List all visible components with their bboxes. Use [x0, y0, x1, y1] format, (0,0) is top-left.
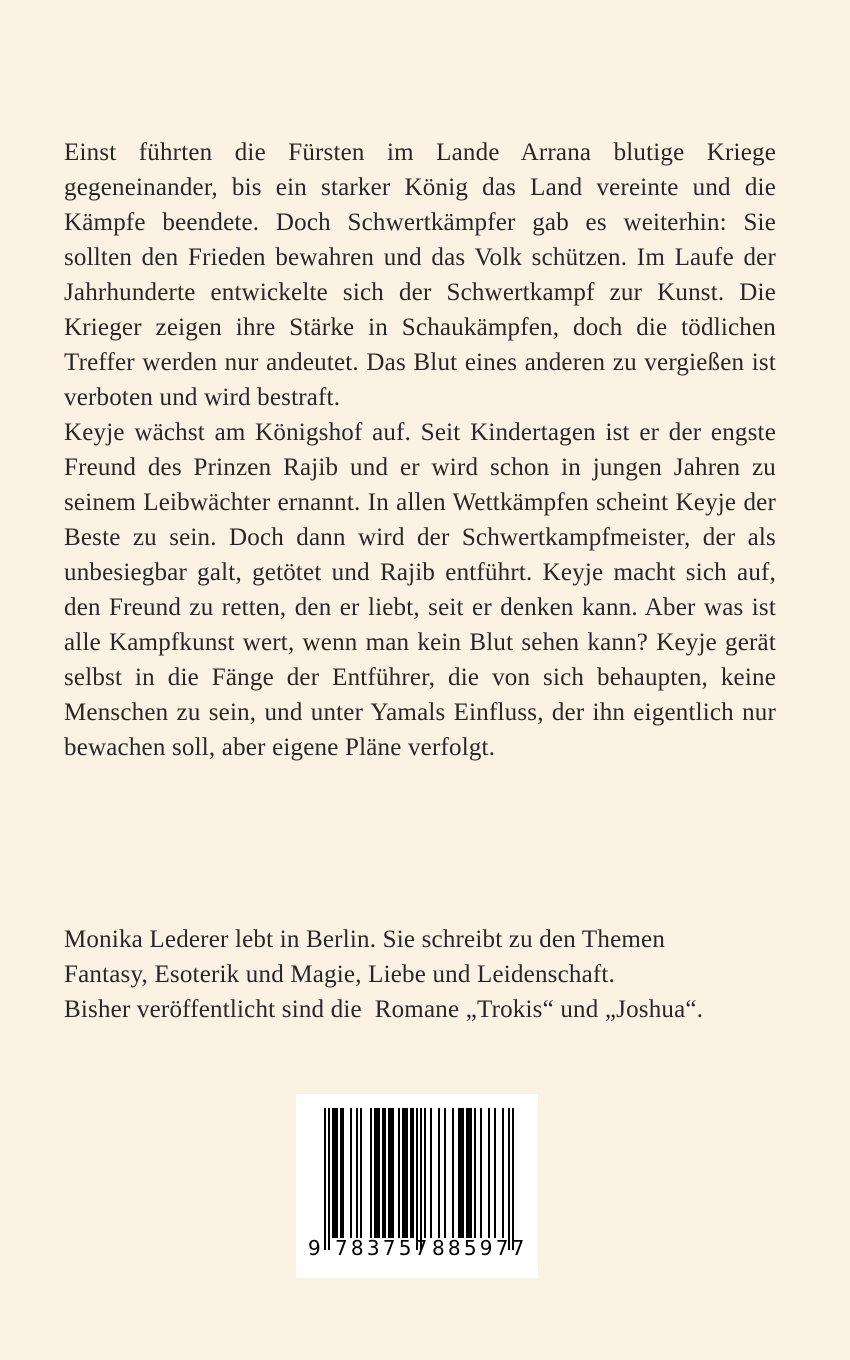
barcode-bar — [390, 1108, 392, 1238]
barcode-guard-bar — [324, 1108, 326, 1250]
barcode-bar — [360, 1108, 362, 1238]
barcode-bar — [410, 1108, 412, 1238]
barcode-bar — [466, 1108, 468, 1238]
barcode-bar — [494, 1108, 496, 1238]
barcode-bar — [424, 1108, 426, 1238]
synopsis-paragraph-1: Einst führten die Fürsten im Lande Arrana blutige Kriege gegeneinander, bis ein starker König das Land vereinte und die Kämpfe beendete. Doch Schwertkämpfer gab es weiterhin: Sie sollten den Frieden bewahren und das Volk schützen. Im Laufe der Jahrhunderte entwickelte sich der Schwertkampf zur Kunst. Die Krieger zeigen ihre Stärke in Schaukämpfen, doch die tödlichen Treffer werden nur andeutet. Das Blut eines anderen zu vergießen ist verboten und wird bestraft. — [64, 139, 776, 411]
barcode-bar — [378, 1108, 380, 1238]
barcode-bar — [406, 1108, 408, 1238]
barcode-bar — [474, 1108, 476, 1238]
isbn-number — [296, 1236, 538, 1264]
barcode-bar — [488, 1108, 490, 1238]
barcode-bar — [404, 1108, 406, 1238]
barcode-bar — [462, 1108, 464, 1238]
barcode-bar — [470, 1108, 472, 1238]
barcode-bar — [444, 1108, 446, 1238]
barcode-guard-bar — [328, 1108, 330, 1250]
barcode-bar — [342, 1108, 344, 1238]
barcode-bar — [334, 1108, 336, 1238]
barcode-bar — [458, 1108, 460, 1238]
barcode-bar — [382, 1108, 384, 1238]
barcode-bar — [398, 1108, 400, 1238]
author-bio-line-1: Monika Lederer lebt in Berlin. Sie schreibt zu den Themen — [64, 926, 666, 953]
barcode-bar — [374, 1108, 376, 1238]
barcode-bar — [388, 1108, 390, 1238]
isbn-first-digit: 9 — [308, 1236, 321, 1260]
barcode-bar — [370, 1108, 372, 1238]
barcode-guard-bar — [416, 1108, 418, 1250]
synopsis-text — [64, 135, 776, 765]
barcode-bar — [356, 1108, 358, 1238]
barcode-bar — [412, 1108, 414, 1238]
barcode-bar — [480, 1108, 482, 1238]
barcode-bar — [392, 1108, 394, 1238]
author-bio — [64, 922, 776, 1027]
barcode-bar — [502, 1108, 504, 1238]
barcode-bar — [376, 1108, 378, 1238]
barcode-bar — [384, 1108, 386, 1238]
barcode-bar — [332, 1108, 334, 1238]
isbn-left-group: 783757 — [335, 1236, 431, 1260]
author-bio-line-3: Bisher veröffentlicht sind die Romane „Trokis“ und „Joshua“. — [64, 996, 704, 1023]
barcode-bar — [340, 1108, 342, 1238]
isbn-barcode — [296, 1094, 538, 1278]
barcode-bar — [452, 1108, 454, 1238]
barcode-guard-bar — [512, 1108, 514, 1250]
barcode-bar — [430, 1108, 432, 1238]
barcode-bar — [350, 1108, 352, 1238]
barcode-bar — [336, 1108, 338, 1238]
barcode-bar — [460, 1108, 462, 1238]
barcode-bar — [438, 1108, 440, 1238]
synopsis-paragraph-2: Keyje wächst am Königshof auf. Seit Kindertagen ist er der engste Freund des Prinzen Rajib und er wird schon in jungen Jahren zu seinem Leibwächter ernannt. In allen Wettkämpfen scheint Keyje der Beste zu sein. Doch dann wird der Schwertkampfmeister, der als unbesiegbar galt, getötet und Rajib entführt. Keyje macht sich auf, den Freund zu retten, den er liebt, seit er denken kann. Aber was ist alle Kampfkunst wert, wenn man kein Blut sehen kann? Keyje gerät selbst in die Fänge der Entführer, die von sich behaupten, keine Menschen zu sein, und unter Yamals Einfluss, der ihn eigentlich nur bewachen soll, aber eigene Pläne verfolgt. — [64, 419, 776, 761]
barcode-guard-bar — [420, 1108, 422, 1250]
barcode-guard-bar — [508, 1108, 510, 1250]
barcode-bar — [468, 1108, 470, 1238]
barcode-bar — [402, 1108, 404, 1238]
author-bio-line-2: Fantasy, Esoterik und Magie, Liebe und Leidenschaft. — [64, 961, 615, 988]
isbn-right-group: 885977 — [432, 1236, 528, 1260]
